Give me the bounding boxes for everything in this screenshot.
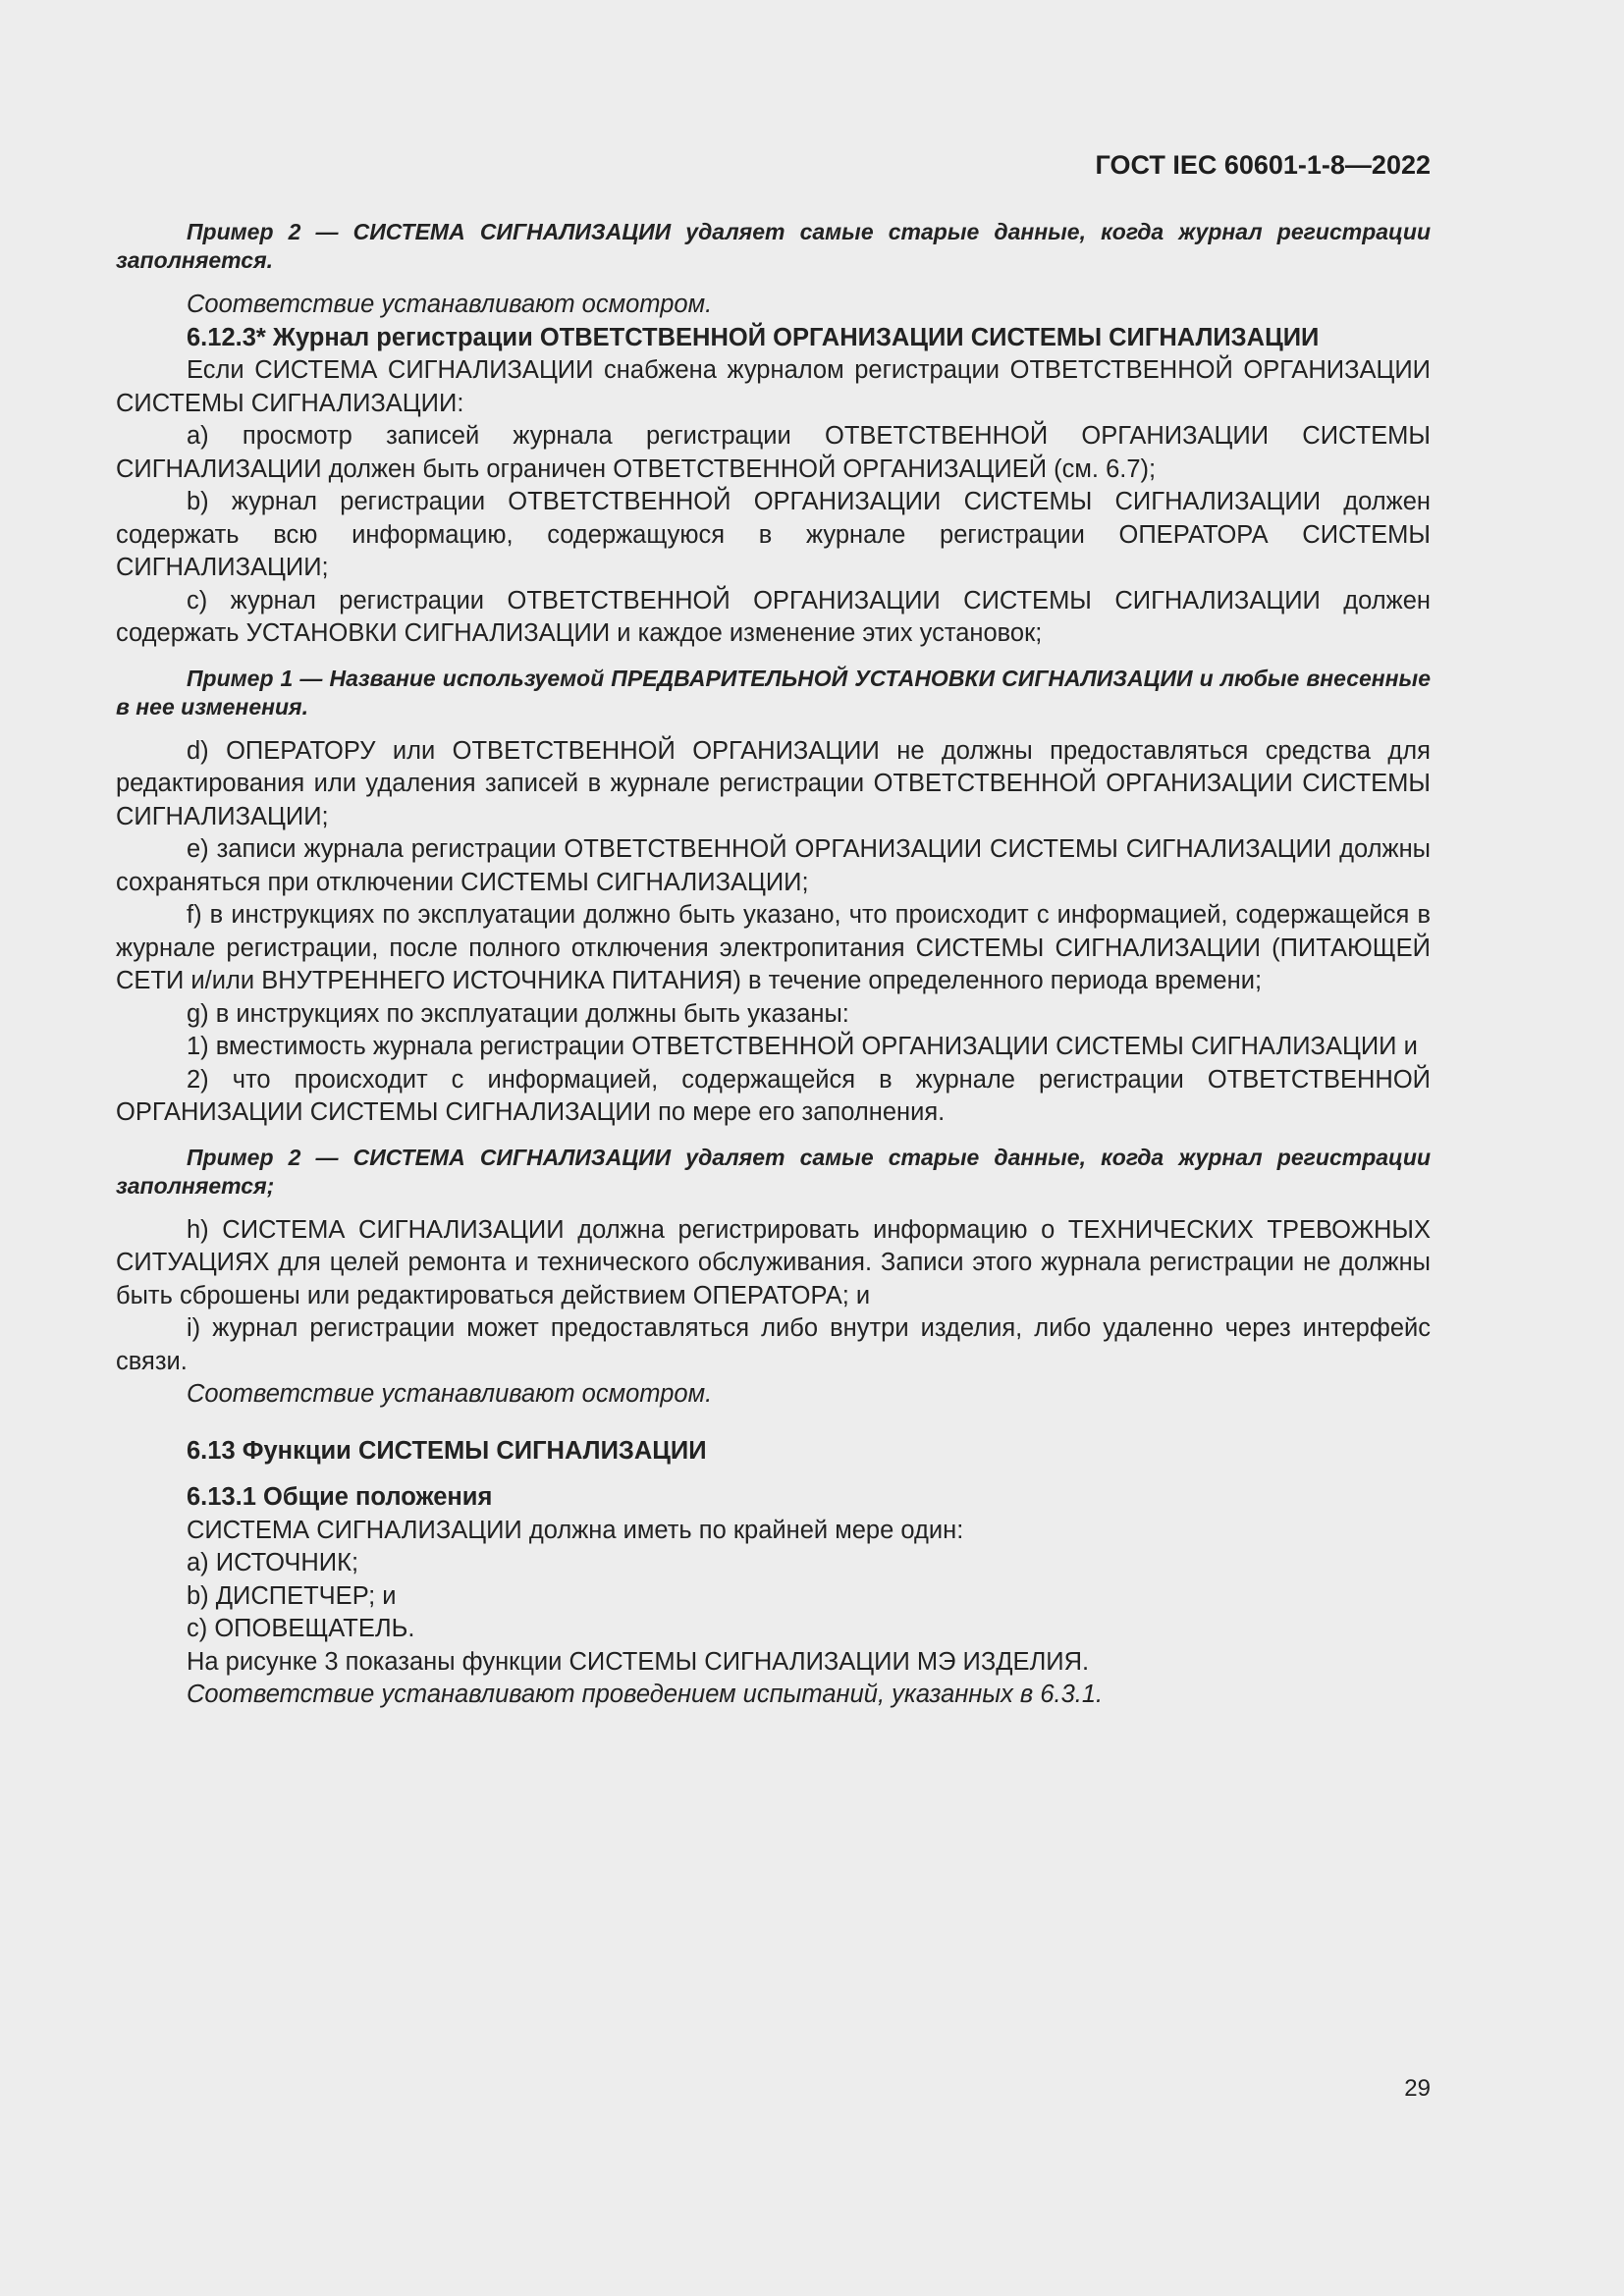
sub-list-item: 1) вместимость журнала регистрации ОТВЕТСТВЕННОЙ ОРГАНИЗАЦИИ СИСТЕМЫ СИГНАЛИЗАЦИИ и — [187, 1033, 1418, 1060]
list-item: g) в инструкциях по эксплуатации должны быть указаны: — [187, 999, 849, 1028]
list-item: e) записи журнала регистрации ОТВЕТСТВЕННОЙ ОРГАНИЗАЦИИ СИСТЕМЫ СИГНАЛИЗАЦИИ должны сохраняться при отключении СИСТЕМЫ СИГНАЛИЗАЦИИ; — [116, 835, 1431, 896]
paragraph: Если СИСТЕМА СИГНАЛИЗАЦИИ снабжена журналом регистрации ОТВЕТСТВЕННОЙ ОРГАНИЗАЦИИ СИСТЕМЫ СИГНАЛИЗАЦИИ: — [116, 356, 1431, 417]
list-item: a) просмотр записей журнала регистрации ОТВЕТСТВЕННОЙ ОРГАНИЗАЦИИ СИСТЕМЫ СИГНАЛИЗАЦИИ должен быть ограничен ОТВЕТСТВЕННОЙ ОРГАНИЗАЦИЕЙ (см. 6.7); — [116, 422, 1431, 483]
compliance-statement: Соответствие устанавливают осмотром. — [187, 291, 713, 318]
page-content — [116, 218, 1431, 1712]
list-item: b) ДИСПЕТЧЕР; и — [187, 1581, 397, 1610]
example-note: Пример 1 — Название используемой ПРЕДВАРИТЕЛЬНОЙ УСТАНОВКИ СИГНАЛИЗАЦИИ и любые внесенные в нее изменения. — [116, 665, 1431, 720]
list-item: b) журнал регистрации ОТВЕТСТВЕННОЙ ОРГАНИЗАЦИИ СИСТЕМЫ СИГНАЛИЗАЦИИ должен содержать всю информацию, содержащуюся в журнале регистрации ОПЕРАТОРА СИСТЕМЫ СИГНАЛИЗАЦИИ; — [116, 488, 1431, 581]
list-item: d) ОПЕРАТОРУ или ОТВЕТСТВЕННОЙ ОРГАНИЗАЦИИ не должны предоставляться средства для редактирования или удаления записей в журнале регистрации ОТВЕТСТВЕННОЙ ОРГАНИЗАЦИИ СИСТЕМЫ СИГНАЛИЗАЦИИ; — [116, 736, 1431, 830]
compliance-statement: Соответствие устанавливают проведением испытаний, указанных в 6.3.1. — [187, 1681, 1104, 1708]
list-item: f) в инструкциях по эксплуатации должно быть указано, что происходит с информацией, содержащейся в журнале регистрации, после полного отключения электропитания СИСТЕМЫ СИГНАЛИЗАЦИИ (ПИТАЮЩЕЙ СЕТИ и/или ВНУТРЕННЕГО ИСТОЧНИКА ПИТАНИЯ) в течение определенного периода времени; — [116, 901, 1431, 994]
standard-id-header: ГОСТ IEC 60601-1-8—2022 — [1095, 150, 1431, 180]
subsection-heading: 6.13.1 Общие положения — [187, 1483, 493, 1511]
sub-list-item: 2) что происходит с информацией, содержащейся в журнале регистрации ОТВЕТСТВЕННОЙ ОРГАНИЗАЦИИ СИСТЕМЫ СИГНАЛИЗАЦИИ по мере его заполнения. — [116, 1065, 1431, 1126]
section-heading: 6.12.3* Журнал регистрации ОТВЕТСТВЕННОЙ ОРГАНИЗАЦИИ СИСТЕМЫ СИГНАЛИЗАЦИИ — [187, 323, 1320, 351]
example-note: Пример 2 — СИСТЕМА СИГНАЛИЗАЦИИ удаляет самые старые данные, когда журнал регистрации заполняется; — [116, 1144, 1431, 1199]
paragraph: СИСТЕМА СИГНАЛИЗАЦИИ должна иметь по крайней мере один: — [187, 1516, 964, 1544]
list-item: i) журнал регистрации может предоставляться либо внутри изделия, либо удаленно через интерфейс связи. — [116, 1314, 1431, 1375]
figure-reference: На рисунке 3 показаны функции СИСТЕМЫ СИГНАЛИЗАЦИИ МЭ ИЗДЕЛИЯ. — [187, 1647, 1090, 1676]
list-item: a) ИСТОЧНИК; — [187, 1549, 359, 1576]
compliance-statement: Соответствие устанавливают осмотром. — [187, 1380, 713, 1408]
page-number: 29 — [1404, 2075, 1431, 2102]
list-item: c) ОПОВЕЩАТЕЛЬ. — [187, 1615, 415, 1642]
section-heading: 6.13 Функции СИСТЕМЫ СИГНАЛИЗАЦИИ — [187, 1436, 707, 1465]
example-note: Пример 2 — СИСТЕМА СИГНАЛИЗАЦИИ удаляет самые старые данные, когда журнал регистрации заполняется. — [116, 219, 1431, 273]
list-item: h) СИСТЕМА СИГНАЛИЗАЦИИ должна регистрировать информацию о ТЕХНИЧЕСКИХ ТРЕВОЖНЫХ СИТУАЦИЯХ для целей ремонта и технического обслуживания. Записи этого журнала регистрации не должны быть сброшены или редактироваться действием ОПЕРАТОРА; и — [116, 1215, 1431, 1309]
list-item: c) журнал регистрации ОТВЕТСТВЕННОЙ ОРГАНИЗАЦИИ СИСТЕМЫ СИГНАЛИЗАЦИИ должен содержать УСТАНОВКИ СИГНАЛИЗАЦИИ и каждое изменение этих установок; — [116, 586, 1431, 647]
